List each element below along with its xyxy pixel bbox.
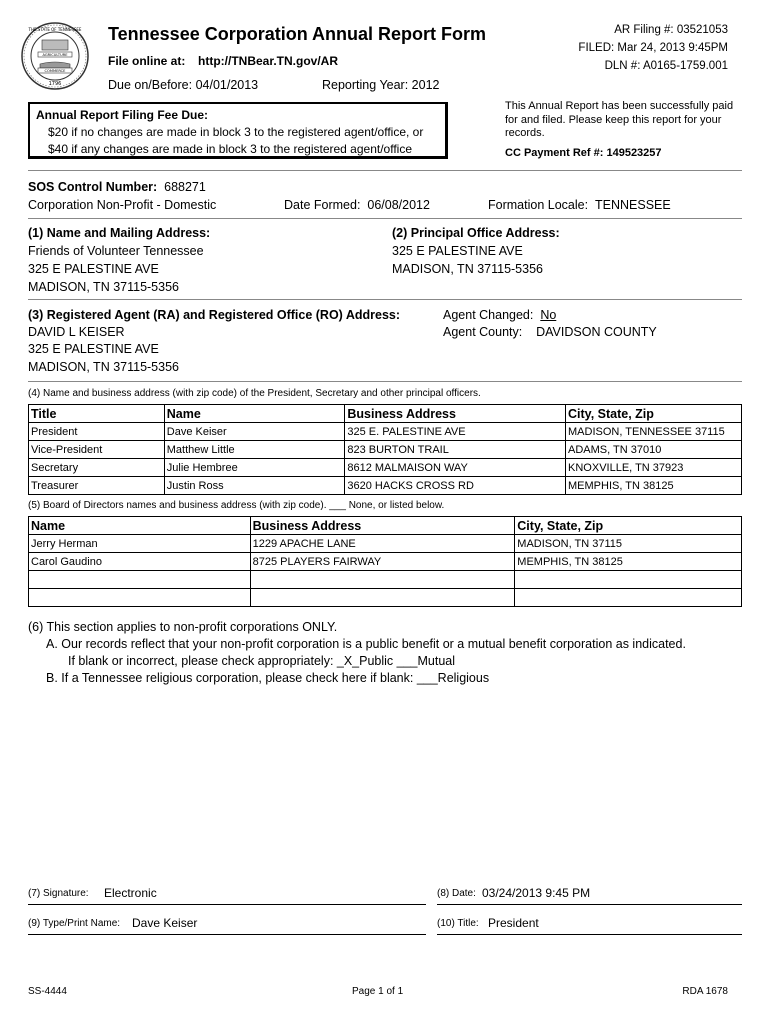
file-online-label: File online at:: [108, 54, 186, 68]
block6-benefit-check: If blank or incorrect, please check appropriately: _X_Public ___Mutual: [68, 654, 456, 668]
payment-note: This Annual Report has been successfully paid for and filed. Please keep this report for your records.: [505, 100, 734, 139]
table-cell: Vice-President: [29, 441, 165, 459]
title-line: [437, 934, 742, 935]
block6-line-b: B. If a Tennessee religious corporation, please check here if blank: ___Religious: [46, 671, 490, 685]
column-header: City, State, Zip: [566, 405, 742, 423]
table-cell: 8725 PLAYERS FAIRWAY: [250, 553, 515, 571]
table-cell: [29, 589, 251, 607]
block1-line: 325 E PALESTINE AVE: [28, 262, 159, 276]
block1-line: Friends of Volunteer Tennessee: [28, 244, 204, 258]
table-cell: Carol Gaudino: [29, 553, 251, 571]
table-cell: Treasurer: [29, 477, 165, 495]
block5-caption: (5) Board of Directors names and business address (with zip code). ___ None, or listed below.: [28, 500, 445, 511]
print-name-value: Dave Keiser: [132, 916, 198, 930]
column-header: Name: [164, 405, 345, 423]
svg-text:AGRICULTURE: AGRICULTURE: [42, 53, 68, 57]
block1-heading: (1) Name and Mailing Address:: [28, 226, 211, 240]
column-header: Title: [29, 405, 165, 423]
table-row: [29, 553, 742, 571]
block4-caption: (4) Name and business address (with zip code) of the President, Secretary and other principal officers.: [28, 388, 481, 399]
table-cell: MADISON, TN 37115: [515, 535, 742, 553]
block3-line: DAVID L KEISER: [28, 325, 125, 339]
table-cell: 3620 HACKS CROSS RD: [345, 477, 566, 495]
block6-heading: (6) This section applies to non-profit corporations ONLY.: [28, 620, 338, 634]
column-header: City, State, Zip: [515, 517, 742, 535]
form-number: SS-4444: [28, 986, 67, 997]
table-cell: 823 BURTON TRAIL: [345, 441, 566, 459]
title-value: President: [488, 916, 539, 930]
fee-line-2: $40 if any changes are made in block 3 to the registered agent/office: [48, 142, 413, 156]
table-cell: [515, 571, 742, 589]
table-cell: Secretary: [29, 459, 165, 477]
date-value: 03/24/2013 9:45 PM: [482, 886, 591, 900]
table-row: [29, 423, 742, 441]
fee-heading: Annual Report Filing Fee Due:: [36, 108, 209, 122]
dln-number: DLN #: A0165-1759.001: [604, 60, 728, 72]
block2-heading: (2) Principal Office Address:: [392, 226, 560, 240]
block2-line: MADISON, TN 37115-5356: [392, 262, 543, 276]
table-row: [29, 589, 742, 607]
table-cell: Justin Ross: [164, 477, 345, 495]
reporting-year: Reporting Year: 2012: [322, 78, 440, 92]
table-cell: KNOXVILLE, TN 37923: [566, 459, 742, 477]
filing-fee-box: [28, 102, 448, 159]
table-cell: MEMPHIS, TN 38125: [566, 477, 742, 495]
filed-timestamp: FILED: Mar 24, 2013 9:45PM: [578, 42, 728, 54]
agent-changed: Agent Changed: No: [443, 308, 557, 322]
table-cell: Dave Keiser: [164, 423, 345, 441]
date-formed: Date Formed: 06/08/2012: [284, 198, 430, 212]
block3-line: MADISON, TN 37115-5356: [28, 360, 179, 374]
print-name-line: [28, 934, 426, 935]
signature-label: (7) Signature:: [28, 888, 89, 899]
table-row: [29, 571, 742, 589]
table-row: [29, 477, 742, 495]
column-header: Business Address: [250, 517, 515, 535]
table-row: [29, 441, 742, 459]
file-online-url[interactable]: http://TNBear.TN.gov/AR: [198, 54, 338, 68]
due-date: Due on/Before: 04/01/2013: [108, 78, 259, 92]
form-title: Tennessee Corporation Annual Report Form: [108, 24, 487, 44]
divider: [28, 299, 742, 300]
block6-line-a: A. Our records reflect that your non-profit corporation is a public benefit or a mutual benefit corporation as indicated.: [46, 637, 686, 651]
block3-heading: (3) Registered Agent (RA) and Registered Office (RO) Address:: [28, 308, 401, 322]
block2-line: 325 E PALESTINE AVE: [392, 244, 523, 258]
svg-text:THE STATE OF TENNESSEE: THE STATE OF TENNESSEE: [28, 27, 82, 32]
fee-line-1: $20 if no changes are made in block 3 to the registered agent/office, or: [48, 125, 424, 139]
block3-line: 325 E PALESTINE AVE: [28, 342, 159, 356]
date-label: (8) Date:: [437, 888, 476, 899]
ar-filing-number: AR Filing #: 03521053: [614, 24, 728, 36]
signature-line: [28, 904, 426, 905]
signature-value: Electronic: [104, 886, 157, 900]
table-cell: [515, 589, 742, 607]
table-cell: 8612 MALMAISON WAY: [345, 459, 566, 477]
divider: [28, 381, 742, 382]
table-cell: [250, 571, 515, 589]
title-label: (10) Title:: [437, 918, 479, 929]
column-header: Name: [29, 517, 251, 535]
svg-text:1796: 1796: [48, 81, 62, 87]
svg-text:COMMERCE: COMMERCE: [44, 69, 66, 73]
table-header-row: [29, 405, 742, 423]
table-cell: Jerry Herman: [29, 535, 251, 553]
tennessee-state-seal: [20, 20, 90, 92]
table-row: [29, 459, 742, 477]
table-cell: Matthew Little: [164, 441, 345, 459]
print-name-label: (9) Type/Print Name:: [28, 918, 121, 929]
table-cell: 325 E. PALESTINE AVE: [345, 423, 566, 441]
officers-table: [28, 404, 742, 495]
page-number: Page 1 of 1: [352, 986, 404, 997]
directors-table: [28, 516, 742, 607]
rda-number: RDA 1678: [682, 986, 728, 997]
formation-locale: Formation Locale: TENNESSEE: [488, 198, 671, 212]
table-cell: MEMPHIS, TN 38125: [515, 553, 742, 571]
table-cell: ADAMS, TN 37010: [566, 441, 742, 459]
sos-control-number: SOS Control Number: 688271: [28, 180, 206, 194]
table-header-row: [29, 517, 742, 535]
agent-county: Agent County: DAVIDSON COUNTY: [443, 325, 657, 339]
table-cell: 1229 APACHE LANE: [250, 535, 515, 553]
block1-line: MADISON, TN 37115-5356: [28, 280, 179, 294]
table-cell: [29, 571, 251, 589]
table-cell: President: [29, 423, 165, 441]
cc-payment-ref: CC Payment Ref #: 149523257: [505, 147, 662, 159]
date-line: [437, 904, 742, 905]
table-row: [29, 535, 742, 553]
column-header: Business Address: [345, 405, 566, 423]
table-cell: MADISON, TENNESSEE 37115: [566, 423, 742, 441]
table-cell: Julie Hembree: [164, 459, 345, 477]
table-cell: [250, 589, 515, 607]
divider: [28, 170, 742, 171]
corporation-type: Corporation Non-Profit - Domestic: [28, 198, 217, 212]
divider: [28, 218, 742, 219]
